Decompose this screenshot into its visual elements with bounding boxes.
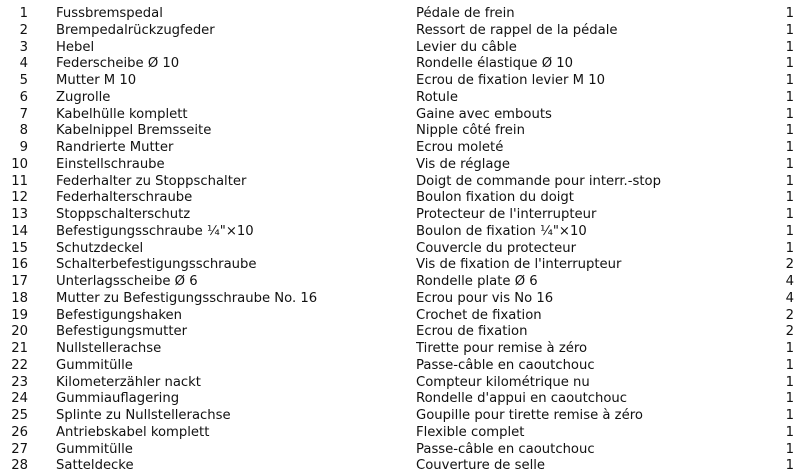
part-row <box>0 6 800 23</box>
part-name-french: Boulon fixation du doigt <box>416 190 574 206</box>
part-name-german: Randrierte Mutter <box>56 140 174 155</box>
part-name-german: Befestigungsmutter <box>56 324 188 340</box>
part-name-german: Nullstellerachse <box>56 341 162 356</box>
part-number: 14 <box>11 223 28 239</box>
part-row <box>0 190 800 207</box>
part-row <box>0 274 800 291</box>
part-row <box>0 341 800 358</box>
part-name-french: Rondelle élastique Ø 10 <box>416 56 574 72</box>
part-name-french: Boulon de fixation ¼"×10 <box>416 223 587 239</box>
part-quantity: 2 <box>785 257 794 273</box>
part-name-french: Gaine avec embouts <box>416 106 552 122</box>
part-quantity: 1 <box>785 173 794 189</box>
part-name-german: Stoppschalterschutz <box>56 207 191 222</box>
part-name-french: Nipple côté frein <box>416 123 525 139</box>
part-name-german: Gummitülle <box>56 441 133 457</box>
part-row <box>0 308 800 325</box>
part-row <box>0 40 800 57</box>
part-name-german: Hebel <box>56 39 95 55</box>
part-row <box>0 257 800 274</box>
part-row <box>0 241 800 258</box>
part-number: 4 <box>19 56 28 72</box>
part-name-german: Federscheibe Ø 10 <box>56 56 180 72</box>
part-name-french: Ressort de rappel de la pédale <box>416 22 618 38</box>
part-name-french: Rondelle plate Ø 6 <box>416 274 538 289</box>
part-row <box>0 291 800 308</box>
part-row <box>0 324 800 341</box>
part-name-french: Vis de fixation de l'interrupteur <box>416 257 622 273</box>
part-name-french: Ecrou de fixation levier M 10 <box>416 73 605 88</box>
part-name-german: Kabelhülle komplett <box>56 106 188 122</box>
part-number: 20 <box>11 324 28 340</box>
part-name-german: Federhalterschraube <box>56 190 193 206</box>
part-quantity: 1 <box>785 408 794 423</box>
part-quantity: 1 <box>785 357 794 373</box>
part-quantity: 1 <box>785 190 794 206</box>
part-row <box>0 375 800 392</box>
part-number: 24 <box>11 391 28 407</box>
part-row <box>0 458 800 475</box>
part-number: 8 <box>19 123 28 139</box>
part-quantity: 1 <box>785 240 794 256</box>
part-name-german: Kilometerzähler nackt <box>56 374 201 390</box>
part-row <box>0 408 800 425</box>
part-quantity: 1 <box>785 140 794 155</box>
part-quantity: 1 <box>785 73 794 88</box>
part-row <box>0 391 800 408</box>
part-name-french: Tirette pour remise à zéro <box>416 341 588 356</box>
part-name-german: Mutter M 10 <box>56 73 137 88</box>
part-number: 1 <box>19 6 28 21</box>
part-quantity: 1 <box>785 106 794 122</box>
part-name-french: Rotule <box>416 89 458 105</box>
part-name-german: Gummiauflagering <box>56 391 180 407</box>
part-number: 17 <box>11 274 28 289</box>
part-number: 16 <box>11 257 28 273</box>
part-number: 15 <box>11 240 28 256</box>
part-row <box>0 56 800 73</box>
part-name-german: Mutter zu Befestigungsschraube No. 16 <box>56 290 318 306</box>
part-number: 25 <box>11 408 28 423</box>
part-name-french: Vis de réglage <box>416 156 510 172</box>
part-row <box>0 157 800 174</box>
part-name-french: Doigt de commande pour interr.-stop <box>416 173 661 189</box>
part-name-french: Ecrou de fixation <box>416 324 528 340</box>
part-row <box>0 207 800 224</box>
part-quantity: 1 <box>785 458 794 474</box>
part-quantity: 1 <box>785 424 794 440</box>
part-number: 21 <box>11 341 28 356</box>
part-quantity: 2 <box>785 324 794 340</box>
part-row <box>0 140 800 157</box>
part-quantity: 1 <box>785 22 794 38</box>
part-number: 5 <box>19 73 28 88</box>
part-number: 12 <box>11 190 28 206</box>
part-quantity: 1 <box>785 207 794 222</box>
part-name-german: Zugrolle <box>56 89 111 105</box>
part-number: 9 <box>19 140 28 155</box>
part-name-french: Flexible complet <box>416 424 525 440</box>
part-number: 3 <box>19 39 28 55</box>
part-name-french: Ecrou moleté <box>416 140 504 155</box>
part-quantity: 1 <box>785 223 794 239</box>
part-row <box>0 358 800 375</box>
part-quantity: 2 <box>785 307 794 323</box>
part-number: 18 <box>11 290 28 306</box>
part-quantity: 1 <box>785 391 794 407</box>
part-quantity: 1 <box>785 6 794 21</box>
part-number: 11 <box>11 173 28 189</box>
part-name-german: Befestigungshaken <box>56 307 183 323</box>
part-name-german: Kabelnippel Bremsseite <box>56 123 212 139</box>
part-name-french: Goupille pour tirette remise à zéro <box>416 408 643 423</box>
part-quantity: 1 <box>785 156 794 172</box>
part-quantity: 1 <box>785 123 794 139</box>
part-name-french: Pédale de frein <box>416 6 515 21</box>
part-row <box>0 23 800 40</box>
part-row <box>0 107 800 124</box>
part-name-german: Einstellschraube <box>56 156 165 172</box>
part-name-german: Splinte zu Nullstellerachse <box>56 408 231 423</box>
part-row <box>0 73 800 90</box>
part-name-french: Passe-câble en caoutchouc <box>416 357 595 373</box>
part-name-french: Couvercle du protecteur <box>416 240 576 256</box>
part-quantity: 1 <box>785 89 794 105</box>
part-row <box>0 442 800 459</box>
part-quantity: 1 <box>785 374 794 390</box>
part-number: 19 <box>11 307 28 323</box>
part-quantity: 4 <box>785 290 794 306</box>
part-name-german: Befestigungsschraube ¼"×10 <box>56 223 254 239</box>
part-name-french: Protecteur de l'interrupteur <box>416 207 597 222</box>
part-number: 6 <box>19 89 28 105</box>
part-name-german: Schalterbefestigungsschraube <box>56 257 257 273</box>
part-number: 2 <box>19 22 28 38</box>
part-quantity: 1 <box>785 441 794 457</box>
part-row <box>0 123 800 140</box>
part-name-german: Antriebskabel komplett <box>56 424 210 440</box>
part-number: 10 <box>11 156 28 172</box>
part-name-german: Gummitülle <box>56 357 133 373</box>
part-name-german: Brempedalrückzugfeder <box>56 22 215 38</box>
part-name-french: Crochet de fixation <box>416 307 542 323</box>
part-number: 7 <box>19 106 28 122</box>
part-quantity: 4 <box>785 274 794 289</box>
part-row <box>0 224 800 241</box>
part-name-german: Unterlagsscheibe Ø 6 <box>56 274 198 289</box>
part-name-german: Federhalter zu Stoppschalter <box>56 173 247 189</box>
part-number: 26 <box>11 424 28 440</box>
part-name-french: Ecrou pour vis No 16 <box>416 290 554 306</box>
part-name-french: Couverture de selle <box>416 458 546 474</box>
part-name-french: Levier du câble <box>416 39 517 55</box>
part-quantity: 1 <box>785 39 794 55</box>
part-quantity: 1 <box>785 56 794 72</box>
part-quantity: 1 <box>785 341 794 356</box>
part-name-french: Compteur kilométrique nu <box>416 374 590 390</box>
part-number: 22 <box>11 357 28 373</box>
part-name-german: Fussbremspedal <box>56 6 163 21</box>
part-name-german: Satteldecke <box>56 458 134 474</box>
part-number: 13 <box>11 207 28 222</box>
part-name-french: Rondelle d'appui en caoutchouc <box>416 391 628 407</box>
part-number: 28 <box>11 458 28 474</box>
part-number: 23 <box>11 374 28 390</box>
part-row <box>0 174 800 191</box>
part-row <box>0 425 800 442</box>
part-row <box>0 90 800 107</box>
part-number: 27 <box>11 441 28 457</box>
part-name-french: Passe-câble en caoutchouc <box>416 441 595 457</box>
part-name-german: Schutzdeckel <box>56 240 144 256</box>
